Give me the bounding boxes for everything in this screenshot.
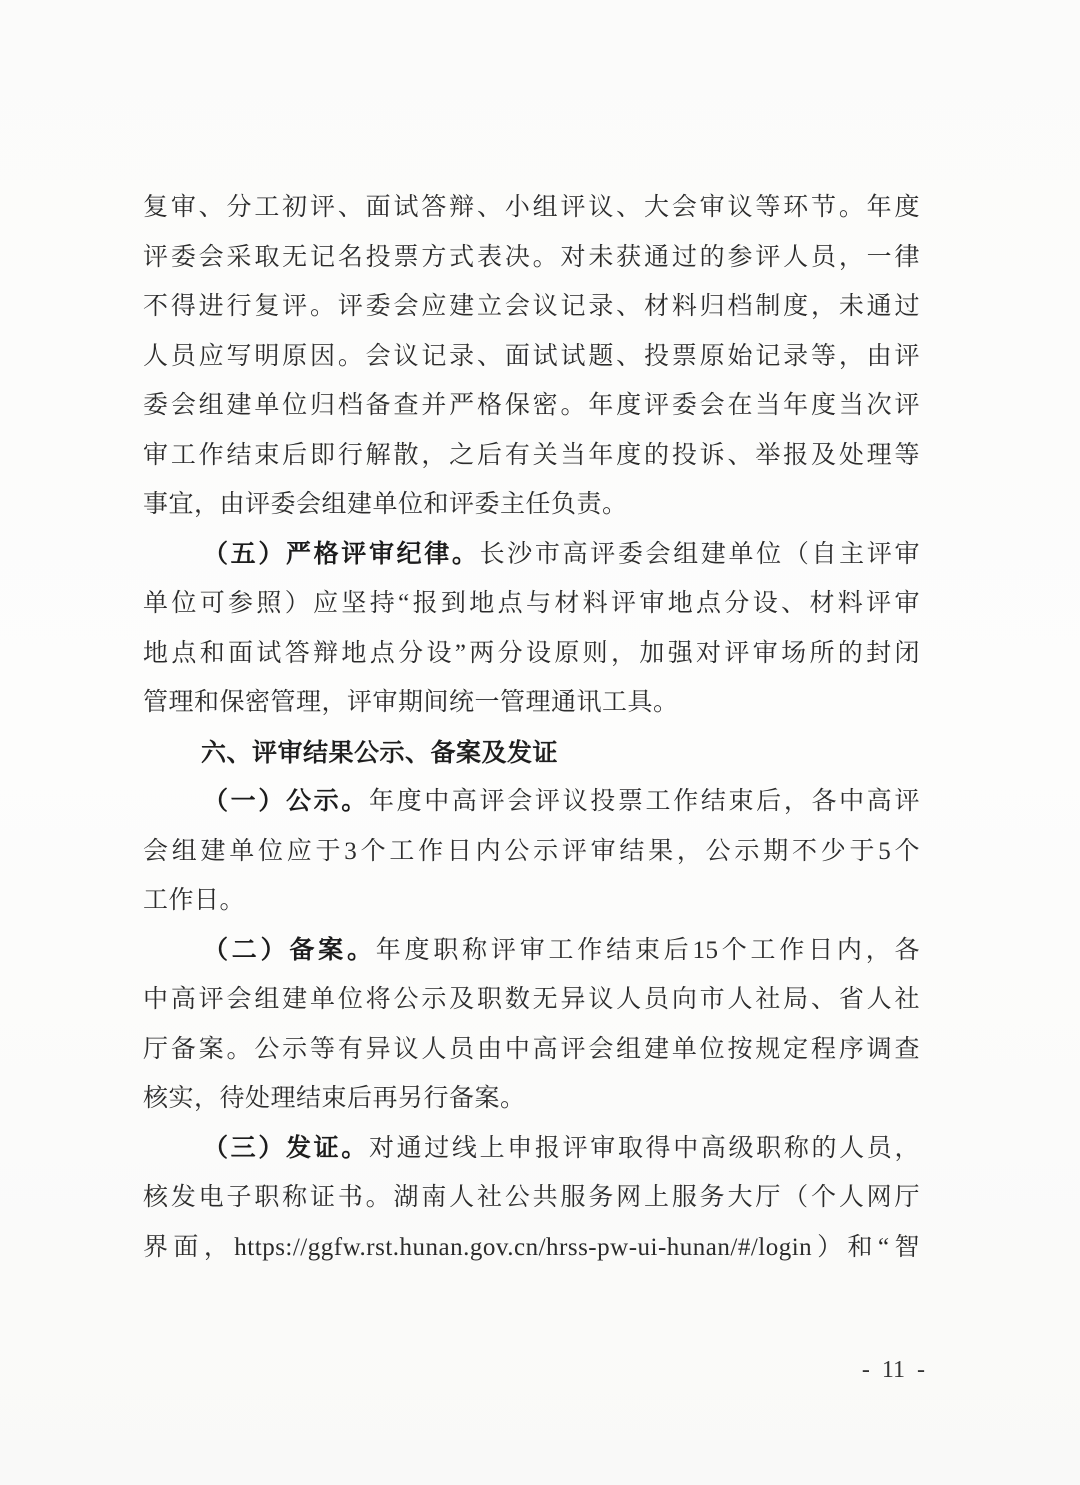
section-lead: （二）备案。 [203,936,376,964]
text-line: 评委会采取无记名投票方式表决。对未获通过的参评人员，一律 [143,243,920,271]
paragraph-first-line [143,530,920,580]
text-line: 厅备案。公示等有异议人员由中高评会组建单位按规定程序调查 [143,1035,920,1063]
text-line: 核发电子职称证书。湖南人社公共服务网上服务大厅（个人网厅 [143,1184,920,1211]
text-run: 年度中高评会评议投票工作结束后，各中高评 [368,788,920,815]
text-run: 年度职称评审工作结束后15个工作日内，各 [375,936,920,964]
text-line: 复审、分工初评、面试答辩、小组评议、大会审议等环节。年度 [143,194,920,221]
text-line: 管理和保密管理，评审期间统一管理通讯工具。 [143,689,679,716]
text-line: 地点和面试答辩地点分设”两分设原则，加强对评审场所的封闭 [143,639,920,667]
page-number: - 11 - [861,1357,925,1383]
text-line: 单位可参照）应坚持“报到地点与材料评审地点分设、材料评审 [143,590,920,617]
text-run: 对通过线上申报评审取得中高级职称的人员， [368,1134,920,1162]
text-line: 不得进行复评。评委会应建立会议记录、材料归档制度，未通过 [143,293,920,320]
text-line: 界面，https://ggfw.rst.hunan.gov.cn/hrss-pw-ui-hunan/#/login）和“智 [143,1233,920,1261]
text-line: 会组建单位应于3个工作日内公示评审结果，公示期不少于5个 [143,837,920,865]
text-line: 中高评会组建单位将公示及职数无异议人员向市人社局、省人社 [143,986,920,1013]
text-line: 事宜，由评委会组建单位和评委主任负责。 [143,491,628,518]
section-lead: （一）公示。 [203,788,369,815]
text-line: 人员应写明原因。会议记录、面试试题、投票原始记录等，由评 [143,342,920,370]
text-line: 委会组建单位归档备查并严格保密。年度评委会在当年度当次评 [143,392,920,419]
text-run: 长沙市高评委会组建单位（自主评审 [479,540,920,568]
paragraph-first-line [143,1124,920,1174]
body-text [143,183,920,1272]
section-lead: （五）严格评审纪律。 [203,540,480,568]
paragraph-first-line [143,777,920,827]
section-lead: （三）发证。 [203,1134,369,1162]
text-line: 工作日。 [143,887,246,914]
text-line: 核实，待处理结束后再另行备案。 [143,1085,526,1112]
text-line: 审工作结束后即行解散，之后有关当年度的投诉、举报及处理等 [143,441,920,469]
section-heading: 六、评审结果公示、备案及发证 [201,737,559,767]
paragraph-first-line [143,926,920,976]
